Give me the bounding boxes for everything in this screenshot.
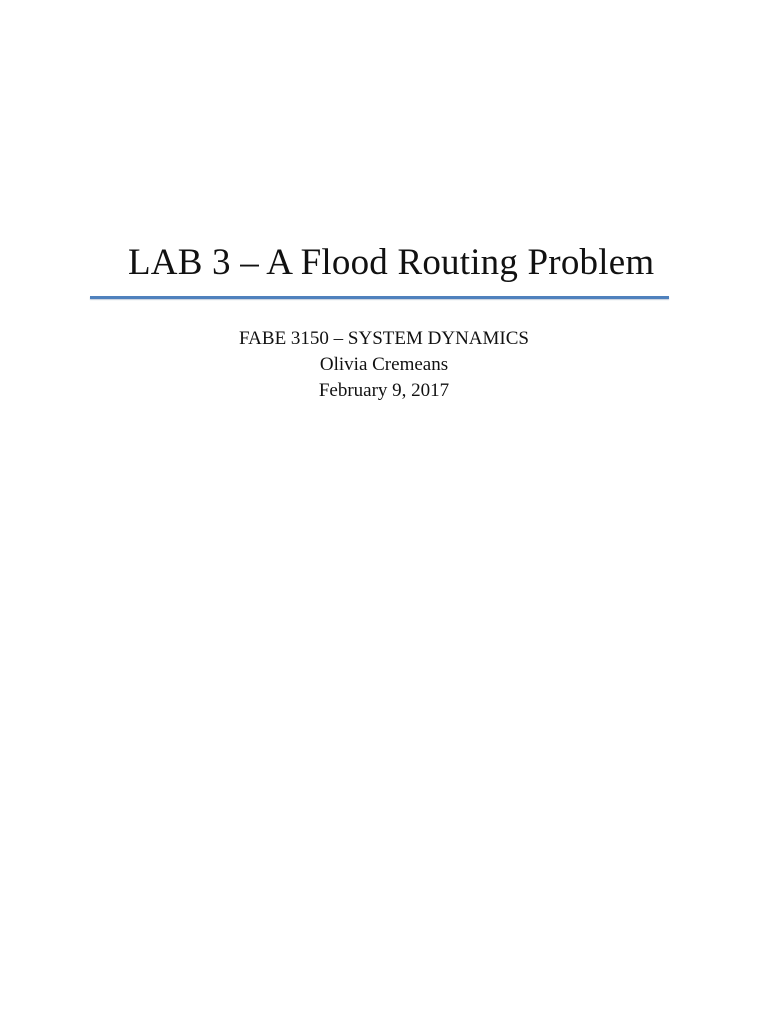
course-name: FABE 3150 – SYSTEM DYNAMICS xyxy=(239,328,529,349)
title-meta-block xyxy=(0,326,768,404)
document-date: February 9, 2017 xyxy=(318,380,450,401)
author-name: Olivia Cremeans xyxy=(319,354,449,375)
document-title: LAB 3 – A Flood Routing Problem xyxy=(128,242,655,283)
title-underline xyxy=(90,296,669,299)
